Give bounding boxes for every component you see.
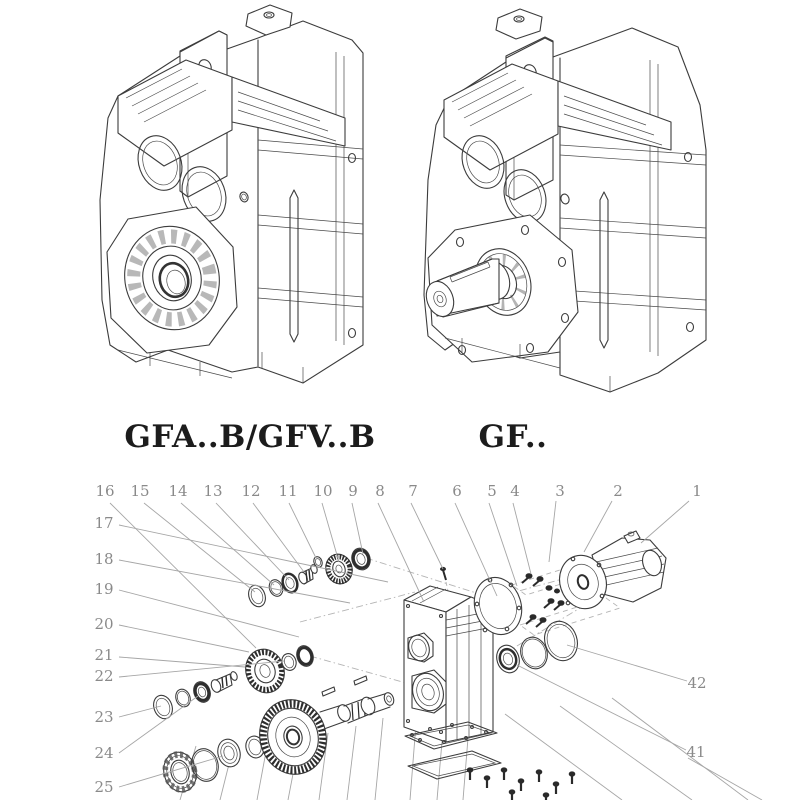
leader-line-17 — [119, 525, 388, 582]
main-gear — [251, 692, 334, 782]
leader-line-6 — [455, 503, 497, 596]
callout-12: 12 — [241, 482, 261, 500]
callout-22: 22 — [94, 667, 114, 685]
callout-17: 17 — [94, 514, 114, 532]
callout-41: 41 — [686, 743, 706, 761]
callout-42: 42 — [687, 674, 707, 692]
leader-line-13 — [216, 503, 289, 580]
leader-line-3 — [549, 501, 556, 562]
callout-20: 20 — [94, 615, 114, 633]
callout-4: 4 — [510, 482, 520, 500]
leader-line-1 — [641, 501, 689, 543]
leader-line-9 — [352, 503, 363, 554]
leader-line-10 — [322, 503, 339, 562]
callout-19: 19 — [94, 580, 114, 598]
callout-9: 9 — [348, 482, 358, 500]
leader-line-11 — [289, 503, 316, 558]
callout-1: 1 — [692, 482, 702, 500]
callout-13: 13 — [203, 482, 223, 500]
callout-3: 3 — [555, 482, 565, 500]
model-label-gf: GF.. — [478, 419, 548, 455]
leader-line-7 — [411, 503, 443, 569]
callout-2: 2 — [613, 482, 623, 500]
leader-line-12 — [253, 503, 304, 572]
callout-8: 8 — [375, 482, 385, 500]
callout-14: 14 — [168, 482, 188, 500]
exploded-parts-diagram — [0, 470, 800, 800]
leader-line-41 — [517, 665, 686, 750]
callout-16: 16 — [95, 482, 115, 500]
drawing-gfab-gfvb — [100, 5, 363, 383]
key-2 — [354, 676, 367, 685]
drawing-gf — [422, 9, 706, 392]
leader-line-4 — [513, 503, 531, 574]
leader-line-5 — [489, 503, 517, 586]
motor-unit — [553, 531, 666, 615]
leader-line-21 — [119, 657, 245, 667]
callout-6: 6 — [452, 482, 462, 500]
key-1 — [322, 687, 335, 696]
callout-layer — [94, 482, 706, 796]
callout-18: 18 — [94, 550, 114, 568]
callout-10: 10 — [313, 482, 333, 500]
callout-25: 25 — [94, 778, 114, 796]
callout-11: 11 — [278, 482, 298, 500]
fastener-bolts — [522, 574, 564, 627]
callout-5: 5 — [487, 482, 497, 500]
callout-21: 21 — [94, 646, 114, 664]
callout-24: 24 — [94, 744, 114, 762]
callout-23: 23 — [94, 708, 114, 726]
leader-line-15 — [144, 503, 255, 592]
leader-line-42 — [567, 645, 687, 681]
leader-line-2 — [584, 501, 612, 552]
leader-line-8 — [378, 503, 424, 602]
leader-line-19 — [119, 590, 299, 637]
output-shaft-part — [320, 676, 395, 729]
cover-bolts — [468, 769, 574, 800]
leader-line-20 — [119, 625, 249, 652]
callout-15: 15 — [130, 482, 150, 500]
callout-7: 7 — [408, 482, 418, 500]
model-label-gfab-gfvb: GFA..B/GFV..B — [124, 419, 376, 455]
